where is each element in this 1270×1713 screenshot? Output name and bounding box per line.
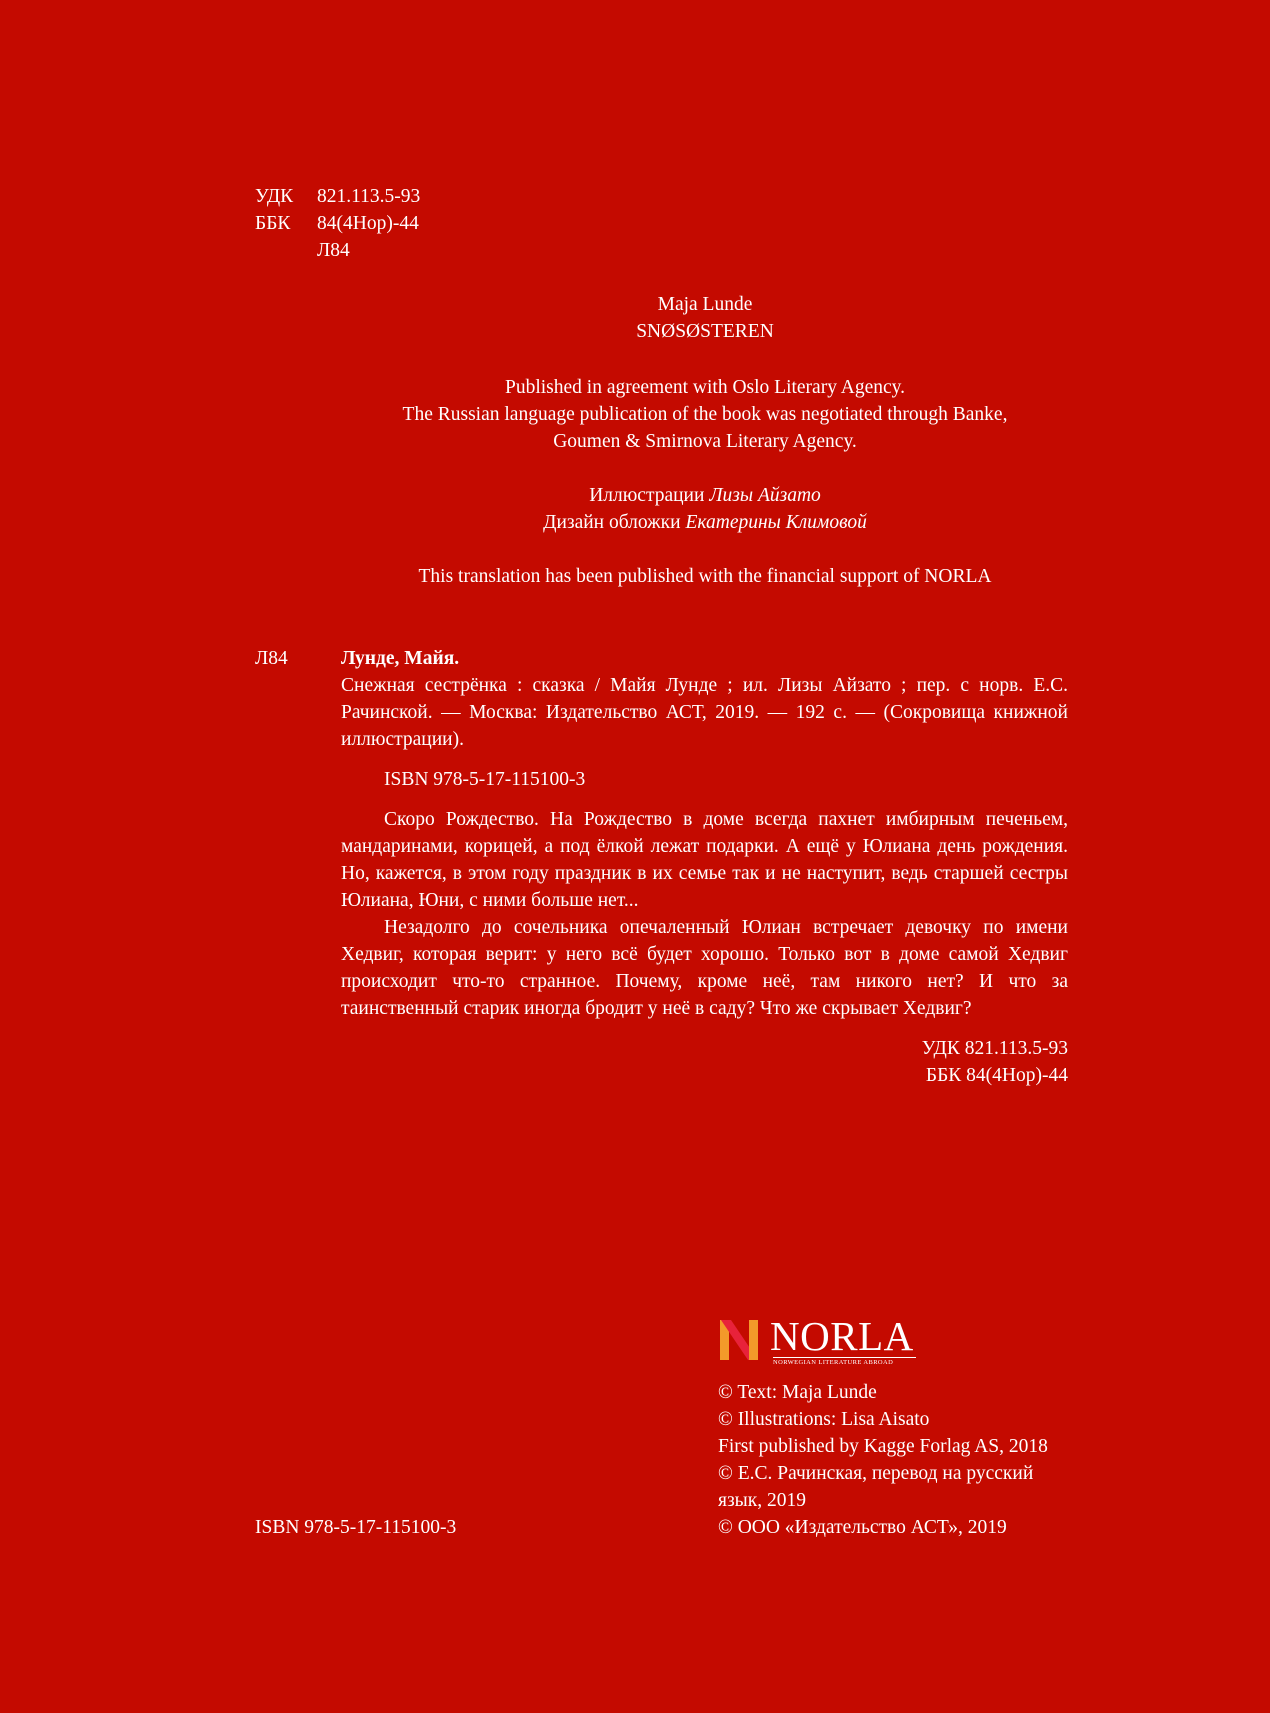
cover-credit [300,509,1110,536]
illustrations-credit [300,482,1110,509]
norla-logo [718,1313,918,1366]
catalog-codes [341,1035,1068,1089]
agreement-line: Published in agreement with Oslo Literary Agency. [504,377,906,398]
catalog-code: Л84 [255,648,288,669]
author-mark-row [255,237,475,264]
copyright-line: © ООО «Издательство АСТ», 2019 [718,1517,1007,1538]
illustrations-name: Лизы Айзато [709,485,821,506]
copyright-line: First published by Kagge Forlag AS, 2018 [718,1436,1048,1457]
annotation-paragraph: Скоро Рождество. На Рождество в доме всегда пахнет имбирным печеньем, мандаринами, корицей, а под ёлкой лежат подарки. А ещё у Юлиана день рождения. Но, кажется, в этом году праздник в их семье так и не наступит, ведь старшей сестры Юлиана, Юни, с ними больше нет... [341,809,1068,911]
catalog-entry [341,645,1068,1089]
udk-row [255,183,475,210]
credits [300,482,1110,536]
bbk-value: 84(4Нор)-44 [317,213,419,234]
annotation-paragraph: Незадолго до сочельника опечаленный Юлиан встречает девочку по имени Хедвиг, которая верит: у него всё будет хорошо. Только вот в доме самой Хедвиг происходит что-то странное. Почему, кроме неё, там никого нет? И что за таинственный старик иногда бродит у неё в саду? Что же скрывает Хедвиг? [341,917,1068,1019]
original-title: SNØSØSTEREN [636,321,774,342]
agreement-notice [300,374,1110,455]
norla-logo-tagline: NORWEGIAN LITERATURE ABROAD [773,1357,916,1367]
agreement-line: The Russian language publication of the book was negotiated through Banke, [402,404,1008,425]
udk-value: 821.113.5-93 [317,186,421,207]
copyright-line: © Е.С. Рачинская, перевод на русский язык, 2019 [718,1463,1034,1511]
bbk-label: ББК [255,213,291,234]
catalog-bbk: ББК 84(4Нор)-44 [925,1065,1068,1086]
norla-logo-text: NORLA [770,1313,914,1359]
author-mark-label [255,237,317,264]
classification-codes [255,183,475,264]
catalog-isbn: ISBN 978-5-17-115100-3 [384,769,586,790]
cover-label: Дизайн обложки [543,512,686,533]
annotation [341,806,1068,1022]
support-notice: This translation has been published with the financial support of NORLA [418,566,992,587]
bbk-row [255,210,475,237]
copyright-block [718,1379,1078,1541]
original-edition [300,291,1110,345]
norla-n-mark-icon [718,1318,762,1362]
catalog-description: Снежная сестрёнка : сказка / Майя Лунде ; ил. Лизы Айзато ; пер. с норв. Е.С. Рачинской. — Москва: Издательство АСТ, 2019. — 192 с. — (Сокровища книжной иллюстрации). [341,675,1068,750]
author-mark-value: Л84 [317,240,350,261]
original-author: Maja Lunde [657,294,753,315]
cover-name: Екатерины Климовой [685,512,867,533]
catalog-author: Лунде, Майя. [341,648,460,669]
udk-label: УДК [255,186,294,207]
catalog-udk: УДК 821.113.5-93 [921,1038,1068,1059]
illustrations-label: Иллюстрации [589,485,710,506]
copyright-line: © Illustrations: Lisa Aisato [718,1409,930,1430]
agreement-line: Goumen & Smirnova Literary Agency. [553,431,857,452]
isbn-bottom: ISBN 978-5-17-115100-3 [255,1517,457,1538]
copyright-line: © Text: Maja Lunde [718,1382,877,1403]
